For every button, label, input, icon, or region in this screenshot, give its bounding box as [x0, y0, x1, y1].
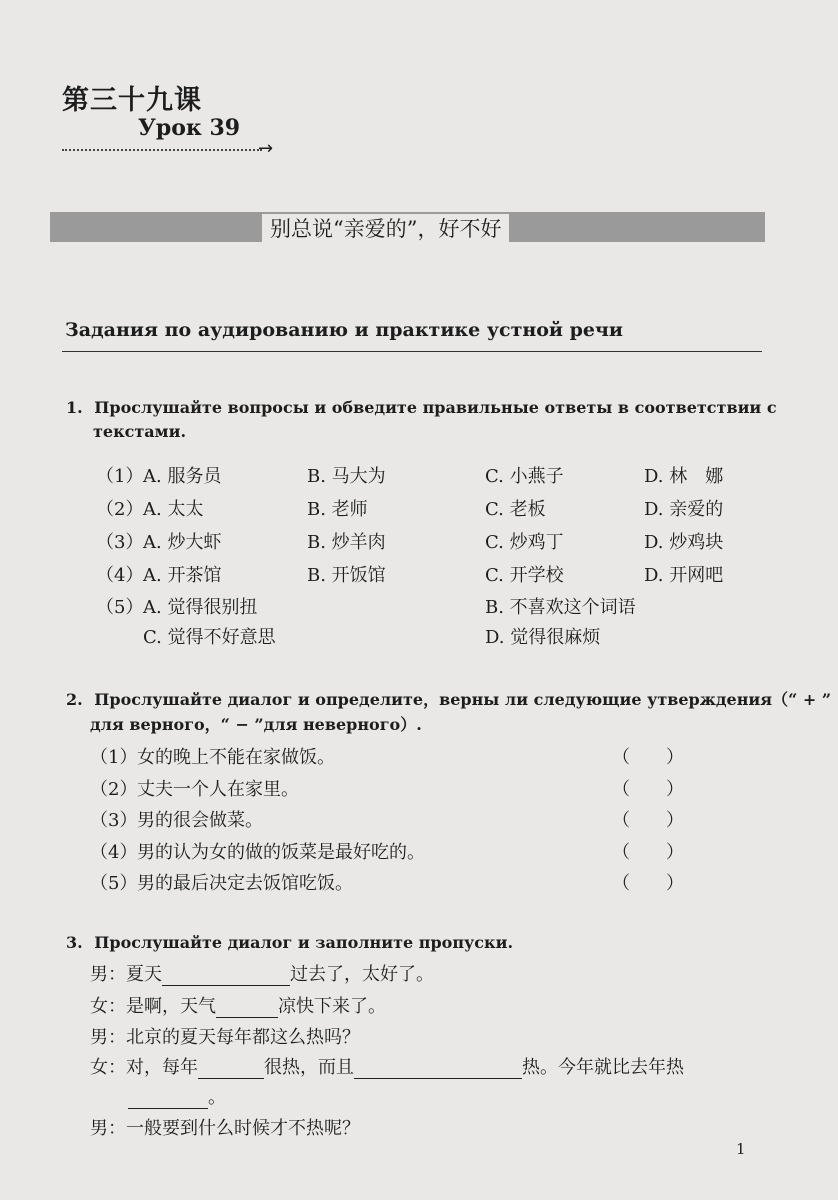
task2-s4-text: 男的认为女的做的饭菜是最好吃的。 — [137, 842, 425, 863]
section-title: Задания по аудированию и практике устной речи — [65, 319, 624, 341]
task1-q1-num: （1） — [96, 466, 144, 487]
dialog-text: 过去了，太好了。 — [290, 964, 434, 985]
task1-q4-c: C. 开学校 — [485, 565, 564, 586]
task2-instruction-cont: для верного，“ − ”для неверного）. — [90, 715, 422, 734]
task2-instruction — [66, 688, 831, 711]
dialog-text: 。 — [208, 1087, 226, 1108]
task1-q4-d: D. 开网吧 — [644, 565, 724, 586]
dialog-text: 凉快下来了。 — [278, 996, 386, 1017]
task1-q2-a: A. 太太 — [143, 499, 204, 520]
dialog-text: 夏天 — [126, 964, 162, 985]
task3-line5 — [90, 1114, 360, 1140]
dialog-text: 热。今年就比去年热 — [522, 1057, 684, 1078]
task3-line1 — [90, 960, 434, 986]
task3-line4-cont — [128, 1083, 226, 1109]
lesson-subtitle: 别总说“亲爱的”，好不好 — [262, 214, 509, 244]
speaker-label: 男： — [90, 1027, 126, 1048]
speaker-label: 男： — [90, 964, 126, 985]
fill-blank[interactable] — [198, 1060, 264, 1079]
task2-s1-answer: （ ） — [612, 747, 684, 768]
task2-s3-answer: （ ） — [612, 810, 684, 831]
section-rule — [62, 351, 762, 352]
task2-s2-text: 丈夫一个人在家里。 — [137, 779, 299, 800]
task2-s2-num: （2） — [90, 779, 138, 800]
task2-s5-num: （5） — [90, 873, 138, 894]
task3-line3 — [90, 1023, 360, 1049]
task3-line4 — [90, 1053, 684, 1079]
task1-number: 1. — [66, 398, 83, 417]
task1-q2-c: C. 老板 — [485, 499, 546, 520]
page-number: 1 — [736, 1140, 746, 1158]
speaker-label: 女： — [90, 1057, 126, 1078]
task1-q3-d: D. 炒鸡块 — [644, 532, 724, 553]
task1-q3-a: A. 炒大虾 — [143, 532, 222, 553]
task2-number: 2. — [66, 690, 83, 709]
title-dotted-rule — [62, 149, 262, 151]
arrow-icon: → — [258, 138, 274, 159]
task2-s1-num: （1） — [90, 747, 138, 768]
lesson-title-cn: 第三十九课 — [62, 85, 202, 116]
task3-instruction — [66, 931, 513, 954]
task1-q4-num: （4） — [96, 565, 144, 586]
fill-blank[interactable] — [216, 999, 278, 1018]
task2-s3-text: 男的很会做菜。 — [137, 810, 263, 831]
task3-number: 3. — [66, 933, 83, 952]
task3-text: Прослушайте диалог и заполните пропуски. — [94, 933, 514, 952]
task3-line2 — [90, 992, 386, 1018]
task1-instruction-cont: текстами. — [93, 422, 187, 441]
task1-q5-a: A. 觉得很别扭 — [143, 597, 258, 618]
task2-s5-text: 男的最后决定去饭馆吃饭。 — [137, 873, 353, 894]
task1-q1-a: A. 服务员 — [143, 466, 222, 487]
lesson-title-ru: Урок 39 — [138, 115, 241, 141]
task1-q1-c: C. 小燕子 — [485, 466, 564, 487]
task1-q3-num: （3） — [96, 532, 144, 553]
dialog-text: 很热，而且 — [264, 1057, 354, 1078]
task1-q1-b: B. 马大为 — [307, 466, 386, 487]
task1-q2-b: B. 老师 — [307, 499, 368, 520]
dialog-text: 对，每年 — [126, 1057, 198, 1078]
task2-s5-answer: （ ） — [612, 873, 684, 894]
task2-s4-answer: （ ） — [612, 842, 684, 863]
task2-text: Прослушайте диалог и определите，верны ли следующие утверждения（“ + ” — [94, 690, 832, 709]
task1-text: Прослушайте вопросы и обведите правильные ответы в соответствии с — [94, 398, 777, 417]
task1-q3-c: C. 炒鸡丁 — [485, 532, 564, 553]
speaker-label: 男： — [90, 1118, 126, 1139]
task1-q4-b: B. 开饭馆 — [307, 565, 386, 586]
task1-q5-b: B. 不喜欢这个词语 — [485, 597, 636, 618]
dialog-text: 是啊，天气 — [126, 996, 216, 1017]
fill-blank[interactable] — [354, 1060, 522, 1079]
task1-q5-d: D. 觉得很麻烦 — [485, 627, 601, 648]
fill-blank[interactable] — [128, 1090, 208, 1109]
task2-s4-num: （4） — [90, 842, 138, 863]
task2-s3-num: （3） — [90, 810, 138, 831]
task1-q2-d: D. 亲爱的 — [644, 499, 724, 520]
dialog-text: 一般要到什么时候才不热呢？ — [126, 1118, 360, 1139]
speaker-label: 女： — [90, 996, 126, 1017]
task1-instruction — [66, 396, 777, 419]
task1-q5-c: C. 觉得不好意思 — [143, 627, 276, 648]
task1-q3-b: B. 炒羊肉 — [307, 532, 386, 553]
task2-s1-text: 女的晚上不能在家做饭。 — [137, 747, 335, 768]
task1-q5-num: （5） — [96, 597, 144, 618]
task1-q4-a: A. 开茶馆 — [143, 565, 222, 586]
task2-s2-answer: （ ） — [612, 779, 684, 800]
task1-q1-d: D. 林 娜 — [644, 466, 724, 487]
fill-blank[interactable] — [162, 967, 290, 986]
task1-q2-num: （2） — [96, 499, 144, 520]
dialog-text: 北京的夏天每年都这么热吗？ — [126, 1027, 360, 1048]
